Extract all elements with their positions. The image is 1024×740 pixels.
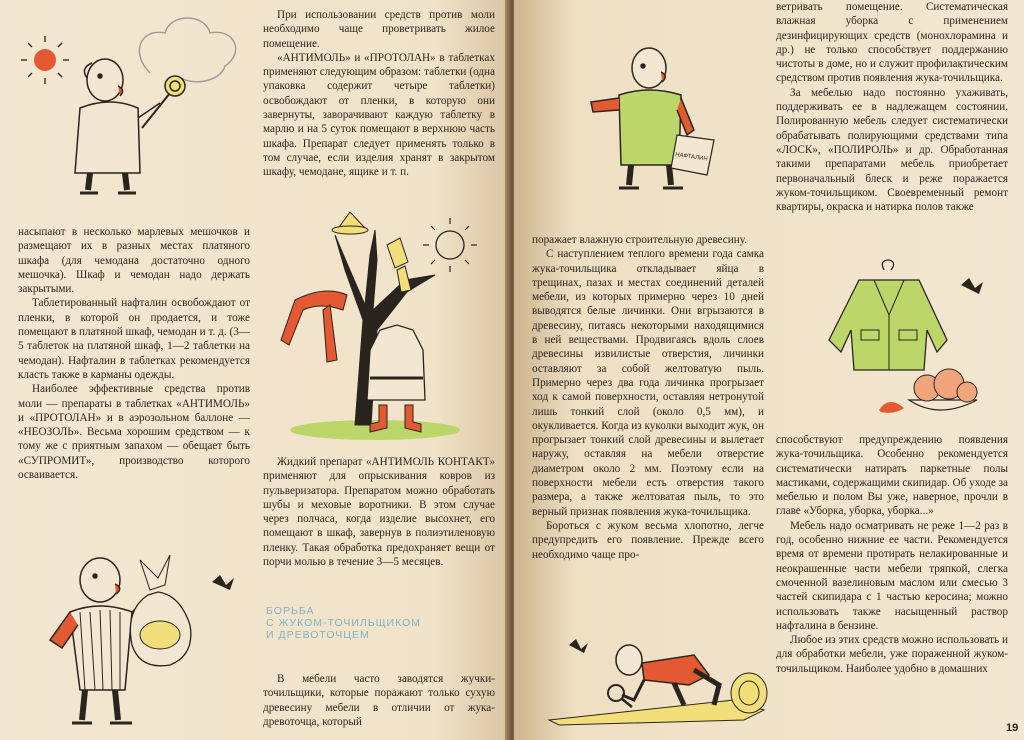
left-col2-bottom-text [263, 672, 495, 729]
bag-label: НАФТАЛИН [674, 152, 708, 163]
left-col2-top-text [263, 8, 495, 180]
paragraph: Любое из этих средств можно использовать и для обработки мебели, уже пораженной жуком-точильщиком. Наиболее удобно в домашних [776, 634, 1008, 675]
paragraph: способствуют предупреждению появления жука-точильщика. Особенно рекомендуется систематически натирать паркетные полы мастиками, содержащими скипидар. Об уходе за мебелью и полом Вы уже, наверное, прочли в главе «Уборка, уборка, уборка...» [776, 434, 1008, 518]
cartoon-man-icon [75, 59, 185, 193]
left-page [0, 0, 510, 740]
right-col1-text [532, 233, 764, 562]
right-col2-bottom-text [776, 433, 1008, 676]
paragraph: Таблетированный нафталин освобождают от пленки, в которой он продается, и тоже помещают в платяной шкаф, чемодан и т. д. (3—5 таблеток на платяной шкаф, 1—2 таблетки на чемодан). Нафталин в таблетках рекомендуется класть также в карманы одежды. [18, 297, 250, 381]
man-with-bag-illustration [40, 540, 250, 735]
paragraph: насыпают в несколько марлевых мешочков и размещают их в разных местах платяного шкафа (для чемодана достаточно одного мешочка). Шкаф и чемодан надо держать закрытыми. [18, 226, 250, 296]
naphthalene-bag-icon [671, 135, 714, 175]
section-heading [266, 605, 496, 641]
paragraph: Жидкий препарат «АНТИМОЛЬ КОНТАКТ» применяют для опрыскивания ковров из пульверизатора. Препаратом можно обработать шубы и меховые воротники. В этом случае через полчаса, когда изделие высохнет, его помещают в шкаф, завернув в полиэтиленовую пленку. Такая обработка предохраняет вещи от порчи молью в течение 3—5 месяцев. [263, 456, 495, 569]
paragraph: Бороться с жуком весьма хлопотно, легче предупредить его появление. Прежде всего необходимо чаще про- [532, 519, 764, 561]
left-col1-text [18, 225, 250, 482]
cloud-icon [139, 18, 235, 82]
gloves-icon [387, 238, 411, 292]
right-col2-top-text [776, 0, 1008, 214]
heading-line: И ДРЕВОТОЧЦЕМ [266, 629, 370, 641]
paragraph: В мебели часто заводятся жучки-точильщики, которые поражают только сухую древесину мебели в отличии от жука-древоточца, который [263, 673, 495, 728]
moth-icon [212, 575, 234, 590]
cartoon-man-icon [616, 645, 719, 705]
paragraph: поражает влажную строительную древесину. [532, 234, 747, 246]
paragraph: «АНТИМОЛЬ» и «ПРОТОЛАН» в таблетках применяют следующим образом: таблетки (одна упаковка содержит четыре таблетки) освобождают от пленки, в которую они завернуты, заворачивают каждую таблетку в марлю и на 5 суток помещают в верхнюю часть шкафа. Препарат следует применять только в том случае, если изделия хранят в закрытом шкафу, чемодане, ящике и т. п. [263, 51, 495, 179]
heading-line: БОРЬБА [266, 605, 315, 617]
man-with-magnifier-illustration [544, 625, 774, 730]
man-with-naphthalene-illustration [579, 40, 729, 200]
paragraph: При использовании средств против моли необходимо чаще проветривать жилое помещение. [263, 9, 495, 50]
moth-icon [569, 639, 588, 653]
hat-icon [332, 212, 368, 234]
paragraph: За мебелью надо постоянно ухаживать, поддерживать ее в надлежащем состоянии. Полированную мебель следует систематически обрабатывать полирующими средствами типа «ЛОСК», «ПОЛИРОЛЬ» и др. Обработанная такими препаратами мебель приобретает первоначальный блеск и реже поражается жуком-точильщиком. Своевременный ремонт квартиры, окраска и натирка полов также [776, 86, 1008, 214]
man-with-spray-illustration [20, 8, 250, 208]
heading-line: С ЖУКОМ-ТОЧИЛЬЩИКОМ [266, 617, 422, 629]
paragraph: Наиболее эффективные средства против моли — препараты в таблетках «АНТИМОЛЬ» и «ПРОТОЛАН» и в аэрозольном баллоне — «НЕОЗОЛЬ». Весьма хорошим средством — к тому же с приятным запахом — обещает быть «СУПРОМИТ», производство которого осваивается. [18, 383, 250, 482]
left-col2-middle-text [263, 455, 495, 569]
right-page [514, 0, 1024, 740]
magnifier-icon [608, 685, 632, 707]
page-number: 19 [1006, 722, 1019, 734]
oranges-icon [879, 369, 977, 413]
paragraph: ветривать помещение. Систематическая влажная уборка с применением дезинфицирующих средств (монохлорамина и др.) не только способствует поддержанию чистоты в доме, но и служит профилактическим средством против появления жука-точильщика. [776, 1, 1008, 85]
tree-with-clothes-illustration [275, 200, 475, 445]
bag-icon [130, 555, 190, 666]
paragraph: С наступлением теплого времени года самка жука-точильщика откладывает яйца в трещинах, пазах и местах соединений деталей мебели, из которых примерно через 10 дней выводятся белые личинки. Они вгрызаются в древесину, питаясь некоторыми находящимися в ней веществами. Продвигаясь вдоль слоев древесины извилистые отверстия, личинки оставляют за собой желтоватую пыль. Примерно через два года личинка прогрызает ход к самой поверхности, оставляя нетронутой лишь тонкий слой (около 0,5 мм), и окукливается. Когда из куколки выходит жук, он прогрызает тонкий слой древесины и вылетает наружу, оставляя на мебели отверстие диаметром около 2 мм. Поэтому если на поверхности мебели есть отверстия такого размера, а также желтоватая пыль, то это верный признак появления жука-точильщика. [532, 248, 764, 518]
scarf-icon [281, 291, 347, 362]
jacket-icon [829, 260, 947, 370]
jacket-with-oranges-illustration [819, 260, 1009, 430]
sun-icon [423, 218, 477, 272]
paragraph: Мебель надо осматривать не реже 1—2 раз в год, особенно нижние ее части. Рекомендуется время от времени протирать нелакированные и неокрашенные части мебели тряпкой, слегка смоченной вазелиновым маслом или смесью 3 частей скипидара с 1 частью керосина; можно использовать также насыщенный раствор нафталина в бензине. [776, 519, 1008, 632]
sun-icon [21, 36, 69, 84]
moth-icon [961, 278, 983, 294]
